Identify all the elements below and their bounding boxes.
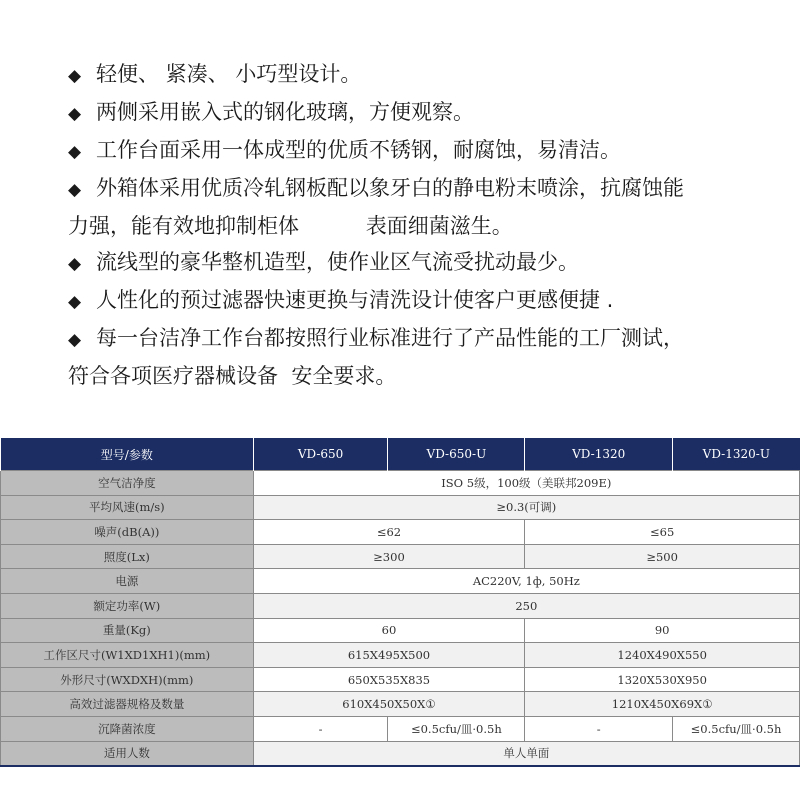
- cell-value: 单人单面: [253, 741, 799, 766]
- cell-value: ≤0.5cfu/皿·0.5h: [673, 716, 800, 741]
- cell-value: ISO 5级，100级（美联邦209E): [253, 471, 799, 496]
- cell-value: 610X450X50X①: [253, 692, 525, 717]
- cell-value: 60: [253, 618, 525, 643]
- diamond-bullet-icon: ◆: [68, 330, 82, 350]
- cell-value: 1240X490X550: [525, 643, 800, 668]
- table-row: [1, 495, 800, 520]
- feature-text: 轻便、 紧凑、 小巧型设计。: [96, 62, 362, 86]
- header-cell: VD-650-U: [388, 438, 525, 471]
- diamond-bullet-icon: ◆: [68, 104, 82, 124]
- cell-value: ≤65: [525, 520, 800, 545]
- table-row: [1, 544, 800, 569]
- row-label: 空气洁净度: [1, 471, 254, 496]
- header-cell: 型号/参数: [1, 438, 254, 471]
- row-label: 沉降菌浓度: [1, 716, 254, 741]
- row-label: 外形尺寸(WXDXH)(mm): [1, 667, 254, 692]
- feature-text: 每一台洁净工作台都按照行业标准进行了产品性能的工厂测试，: [96, 326, 684, 350]
- diamond-bullet-icon: ◆: [68, 180, 82, 200]
- diamond-bullet-icon: ◆: [68, 142, 82, 162]
- table-row: [1, 569, 800, 594]
- row-label: 重量(Kg): [1, 618, 254, 643]
- row-label: 适用人数: [1, 741, 254, 766]
- feature-item: [68, 244, 788, 282]
- table-row: [1, 716, 800, 741]
- row-label: 平均风速(m/s): [1, 495, 254, 520]
- table-row: [1, 471, 800, 496]
- feature-list: [68, 56, 788, 394]
- feature-text: 流线型的豪华整机造型，使作业区气流受扰动最少。: [96, 250, 579, 274]
- spec-table: [0, 438, 800, 767]
- table-row: [1, 692, 800, 717]
- feature-text: 人性化的预过滤器快速更换与清洗设计使客户更感便捷 .: [96, 288, 614, 312]
- feature-item: [68, 132, 788, 170]
- row-label: 照度(Lx): [1, 544, 254, 569]
- cell-value: 615X495X500: [253, 643, 525, 668]
- cell-value: AC220V, 1ф, 50Hz: [253, 569, 799, 594]
- cell-value: ≥0.3(可调): [253, 495, 799, 520]
- feature-text: 符合各项医疗器械设备 安全要求。: [68, 364, 397, 388]
- table-row: [1, 520, 800, 545]
- header-cell: VD-650: [253, 438, 388, 471]
- feature-item-continuation: [68, 358, 788, 394]
- cell-value: 1210X450X69X①: [525, 692, 800, 717]
- cell-value: -: [525, 716, 673, 741]
- table-row: [1, 643, 800, 668]
- feature-item: [68, 94, 788, 132]
- cell-value: ≤62: [253, 520, 525, 545]
- row-label: 电源: [1, 569, 254, 594]
- feature-text: 两侧采用嵌入式的钢化玻璃，方便观察。: [96, 100, 474, 124]
- diamond-bullet-icon: ◆: [68, 66, 82, 86]
- cell-value: ≤0.5cfu/皿·0.5h: [388, 716, 525, 741]
- feature-text: 力强，能有效地抑制柜体 表面细菌滋生。: [68, 214, 513, 238]
- table-row: [1, 667, 800, 692]
- table-row: [1, 593, 800, 618]
- row-label: 额定功率(W): [1, 593, 254, 618]
- feature-item: [68, 320, 788, 358]
- diamond-bullet-icon: ◆: [68, 292, 82, 312]
- feature-item: [68, 170, 788, 208]
- cell-value: 650X535X835: [253, 667, 525, 692]
- cell-value: ≥500: [525, 544, 800, 569]
- cell-value: 250: [253, 593, 799, 618]
- feature-item: [68, 56, 788, 94]
- cell-value: -: [253, 716, 388, 741]
- table-row: [1, 618, 800, 643]
- row-label: 噪声(dB(A)): [1, 520, 254, 545]
- row-label: 工作区尺寸(W1XD1XH1)(mm): [1, 643, 254, 668]
- cell-value: 90: [525, 618, 800, 643]
- feature-text: 外箱体采用优质冷轧钢板配以象牙白的静电粉末喷涂，抗腐蚀能: [96, 176, 684, 200]
- header-cell: VD-1320: [525, 438, 673, 471]
- feature-item-continuation: [68, 208, 788, 244]
- header-cell: VD-1320-U: [673, 438, 800, 471]
- table-header-row: [1, 438, 800, 471]
- cell-value: 1320X530X950: [525, 667, 800, 692]
- row-label: 高效过滤器规格及数量: [1, 692, 254, 717]
- feature-item: [68, 282, 788, 320]
- table-row: [1, 741, 800, 766]
- diamond-bullet-icon: ◆: [68, 254, 82, 274]
- cell-value: ≥300: [253, 544, 525, 569]
- feature-text: 工作台面采用一体成型的优质不锈钢，耐腐蚀，易清洁。: [96, 138, 621, 162]
